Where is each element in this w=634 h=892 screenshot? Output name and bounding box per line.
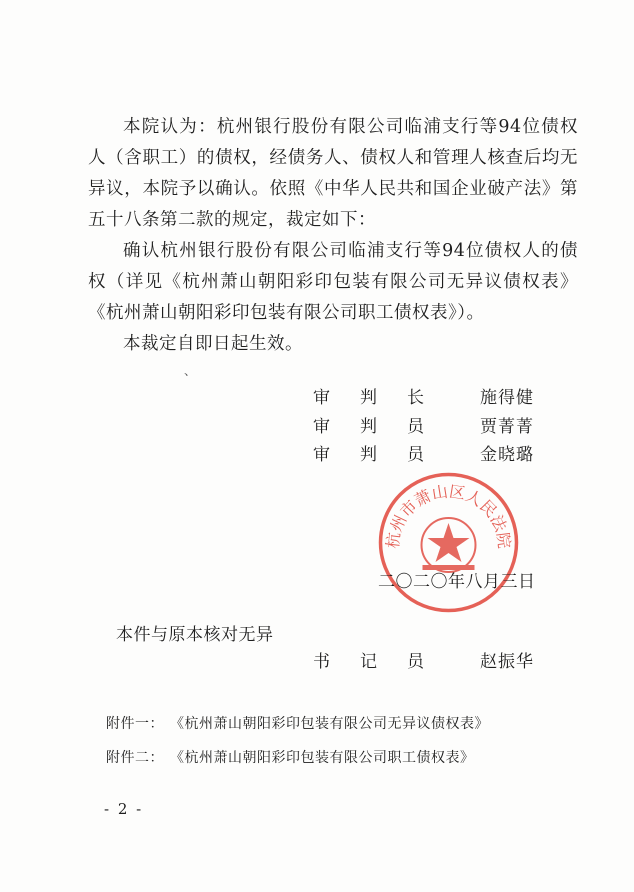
- signature-row-clerk: [313, 648, 573, 676]
- signature-row-chief-judge: [313, 384, 573, 412]
- attachment-title: 《杭州萧山朝阳彩印包装有限公司无异议债权表》: [170, 716, 489, 732]
- verification-statement: 本件与原本核对无异: [116, 625, 274, 645]
- seal-emblem-icon: [422, 518, 476, 572]
- page-number: - 2 -: [104, 800, 144, 818]
- signature-row-judge-2: [313, 441, 573, 469]
- ruling-paragraph-reasoning: 本院认为：杭州银行股份有限公司临浦支行等94位债权人（含职工）的债权，经债务人、债权人和管理人核查后均无异议，本院予以确认。依照《中华人民共和国企业破产法》第五十八条第二款的规定，裁定如下：: [88, 117, 578, 230]
- attachment-2: [106, 747, 475, 767]
- signature-role: 书记员: [313, 652, 454, 672]
- seal-text: 杭州市萧山区人民法院: [383, 481, 514, 550]
- signature-role: 审判员: [313, 417, 454, 437]
- ruling-body: [88, 112, 578, 360]
- signature-name: 贾菁菁: [480, 417, 534, 437]
- signature-role: 审判长: [313, 388, 454, 408]
- attachment-label: 附件二：: [106, 750, 164, 766]
- attachment-1: [106, 713, 489, 733]
- signature-name: 金晓璐: [480, 445, 534, 465]
- signature-name: 赵振华: [480, 652, 534, 672]
- court-seal: [376, 470, 521, 615]
- ruling-date: 二〇二〇年八月三日: [378, 572, 536, 592]
- stray-mark: 、: [184, 364, 197, 378]
- signature-role: 审判员: [313, 445, 454, 465]
- signature-name: 施得健: [480, 388, 534, 408]
- ruling-paragraph-decision: 确认杭州银行股份有限公司临浦支行等94位债权人的债权（详见《杭州萧山朝阳彩印包装有限公司无异议债权表》《杭州萧山朝阳彩印包装有限公司职工债权表》）。: [88, 241, 578, 323]
- attachment-title: 《杭州萧山朝阳彩印包装有限公司职工债权表》: [170, 750, 475, 766]
- ruling-paragraph-effective: 本裁定自即日起生效。: [123, 334, 303, 354]
- attachment-label: 附件一：: [106, 716, 164, 732]
- signature-row-judge-1: [313, 413, 573, 441]
